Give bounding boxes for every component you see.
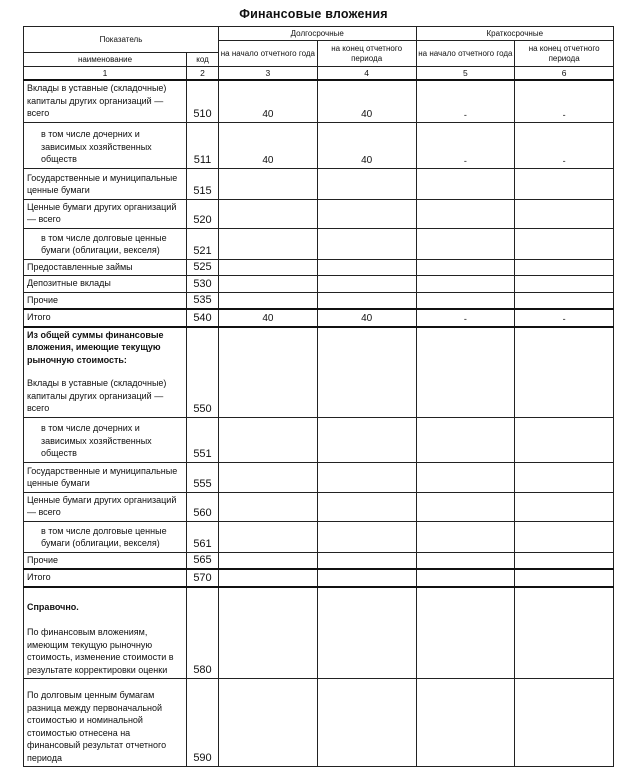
row-name: Предоставленные займы (24, 259, 187, 276)
row-name: Вклады в уставные (складочные) капиталы других организаций — всего (24, 80, 187, 122)
row-lt-start (219, 259, 318, 276)
table-row (24, 276, 614, 293)
financial-investments-table (23, 26, 614, 767)
row-st-end (515, 552, 614, 569)
row-lt-end (317, 168, 416, 199)
row-lt-start (219, 168, 318, 199)
row-name: По финансовым вложениям, имеющим текущую рыночную стоимость, изменение стоимости в результате корректировки оценки (27, 627, 174, 675)
row-st-end (515, 587, 614, 679)
row-st-end (515, 228, 614, 259)
col-number-1: 1 (24, 67, 187, 81)
row-lt-start (219, 276, 318, 293)
row-name: Итого (24, 569, 187, 587)
row-code: 525 (187, 259, 219, 276)
row-st-end (515, 327, 614, 418)
row-lt-start (219, 327, 318, 418)
header-lt-period-start: на начало отчетного года (219, 41, 318, 67)
row-name: По долговым ценным бумагам разница между первоначальной стоимостью и номинальной стоимостью отнесена на финансовый результат отчетного периода (24, 679, 187, 767)
row-st-start (416, 259, 515, 276)
table-row (24, 462, 614, 492)
row-lt-end: 40 (317, 80, 416, 122)
table-row (24, 259, 614, 276)
col-number-3: 3 (219, 67, 318, 81)
row-code: 521 (187, 228, 219, 259)
row-st-start: - (416, 122, 515, 168)
row-st-end (515, 569, 614, 587)
col-number-4: 4 (317, 67, 416, 81)
row-lt-start (219, 417, 318, 462)
header-lt-period-end: на конец отчетного периода (317, 41, 416, 67)
col-number-6: 6 (515, 67, 614, 81)
row-code: 555 (187, 462, 219, 492)
row-st-start: - (416, 309, 515, 327)
row-lt-end: 40 (317, 309, 416, 327)
row-name: Ценные бумаги других организаций — всего (24, 199, 187, 228)
row-st-end (515, 199, 614, 228)
row-lt-start: 40 (219, 80, 318, 122)
row-st-end (515, 462, 614, 492)
section-heading-market-value: Из общей суммы финансовые вложения, имеющие текущую рыночную стоимость: (27, 329, 164, 365)
row-st-start (416, 569, 515, 587)
row-code: 590 (187, 679, 219, 767)
row-st-start (416, 228, 515, 259)
row-lt-start (219, 228, 318, 259)
row-st-start (416, 679, 515, 767)
row-lt-start: 40 (219, 309, 318, 327)
table-row (24, 228, 614, 259)
table-row (24, 122, 614, 168)
row-st-end (515, 292, 614, 309)
row-st-end (515, 417, 614, 462)
row-name: Ценные бумаги других организаций — всего (24, 492, 187, 521)
table-title: Финансовые вложения (239, 7, 388, 21)
row-name-cell (24, 327, 187, 418)
row-st-end: - (515, 80, 614, 122)
row-lt-end (317, 521, 416, 552)
row-code: 510 (187, 80, 219, 122)
row-code: 570 (187, 569, 219, 587)
row-lt-end (317, 292, 416, 309)
row-code: 511 (187, 122, 219, 168)
row-lt-end (317, 199, 416, 228)
row-lt-end (317, 417, 416, 462)
row-lt-start: 40 (219, 122, 318, 168)
row-name: в том числе дочерних и зависимых хозяйственных обществ (24, 122, 187, 168)
row-lt-start (219, 569, 318, 587)
header-name-col: наименование (24, 53, 187, 67)
row-lt-end (317, 587, 416, 679)
row-name-cell (24, 587, 187, 679)
section-heading-reference: Справочно. (27, 601, 79, 612)
row-st-end (515, 521, 614, 552)
row-name: Государственные и муниципальные ценные бумаги (24, 168, 187, 199)
row-name: в том числе долговые ценные бумаги (облигации, векселя) (24, 228, 187, 259)
row-code: 561 (187, 521, 219, 552)
row-name: в том числе дочерних и зависимых хозяйственных обществ (24, 417, 187, 462)
row-lt-end (317, 228, 416, 259)
row-code: 560 (187, 492, 219, 521)
table-row (24, 417, 614, 462)
row-st-end (515, 168, 614, 199)
row-code: 530 (187, 276, 219, 293)
row-st-start (416, 168, 515, 199)
row-lt-start (219, 679, 318, 767)
col-number-2: 2 (187, 67, 219, 81)
row-name: Прочие (24, 552, 187, 569)
header-indicator: Показатель (24, 27, 219, 53)
table-row (24, 327, 614, 418)
table-row-total (24, 569, 614, 587)
row-name: Итого (24, 309, 187, 327)
row-st-start (416, 587, 515, 679)
row-lt-end (317, 569, 416, 587)
row-lt-start (219, 462, 318, 492)
row-st-start (416, 462, 515, 492)
row-st-start (416, 327, 515, 418)
row-st-end (515, 259, 614, 276)
row-code: 515 (187, 168, 219, 199)
row-lt-start (219, 292, 318, 309)
row-lt-start (219, 587, 318, 679)
header-code-col: код (187, 53, 219, 67)
row-st-start (416, 492, 515, 521)
row-lt-end (317, 276, 416, 293)
row-st-start (416, 552, 515, 569)
row-name: Прочие (24, 292, 187, 309)
row-code: 550 (187, 327, 219, 418)
table-row (24, 521, 614, 552)
row-lt-end (317, 679, 416, 767)
table-row (24, 80, 614, 122)
row-name: в том числе долговые ценные бумаги (облигации, векселя) (24, 521, 187, 552)
header-short-term: Краткосрочные (416, 27, 614, 41)
header-st-period-start: на начало отчетного года (416, 41, 515, 67)
header-long-term: Долгосрочные (219, 27, 417, 41)
header-st-period-end: на конец отчетного периода (515, 41, 614, 67)
row-st-end (515, 492, 614, 521)
table-row (24, 168, 614, 199)
table-row (24, 587, 614, 679)
row-code: 520 (187, 199, 219, 228)
row-lt-end (317, 259, 416, 276)
row-name: Государственные и муниципальные ценные бумаги (24, 462, 187, 492)
row-code: 580 (187, 587, 219, 679)
row-lt-end (317, 327, 416, 418)
row-code: 551 (187, 417, 219, 462)
row-lt-end (317, 462, 416, 492)
table-row (24, 679, 614, 767)
row-st-end (515, 679, 614, 767)
row-lt-end: 40 (317, 122, 416, 168)
row-st-end: - (515, 122, 614, 168)
row-st-start (416, 521, 515, 552)
table-row-total (24, 309, 614, 327)
table-row (24, 199, 614, 228)
row-st-start: - (416, 80, 515, 122)
table-row (24, 292, 614, 309)
row-st-end (515, 276, 614, 293)
row-lt-end (317, 492, 416, 521)
row-lt-start (219, 521, 318, 552)
row-name: Вклады в уставные (складочные) капиталы других организаций — всего (27, 378, 167, 413)
row-lt-start (219, 492, 318, 521)
row-st-start (416, 276, 515, 293)
col-number-5: 5 (416, 67, 515, 81)
row-lt-start (219, 199, 318, 228)
table-row (24, 552, 614, 569)
row-st-start (416, 417, 515, 462)
table-row (24, 492, 614, 521)
row-name: Депозитные вклады (24, 276, 187, 293)
row-code: 540 (187, 309, 219, 327)
row-st-end: - (515, 309, 614, 327)
row-code: 535 (187, 292, 219, 309)
row-lt-start (219, 552, 318, 569)
row-code: 565 (187, 552, 219, 569)
row-lt-end (317, 552, 416, 569)
row-st-start (416, 292, 515, 309)
row-st-start (416, 199, 515, 228)
